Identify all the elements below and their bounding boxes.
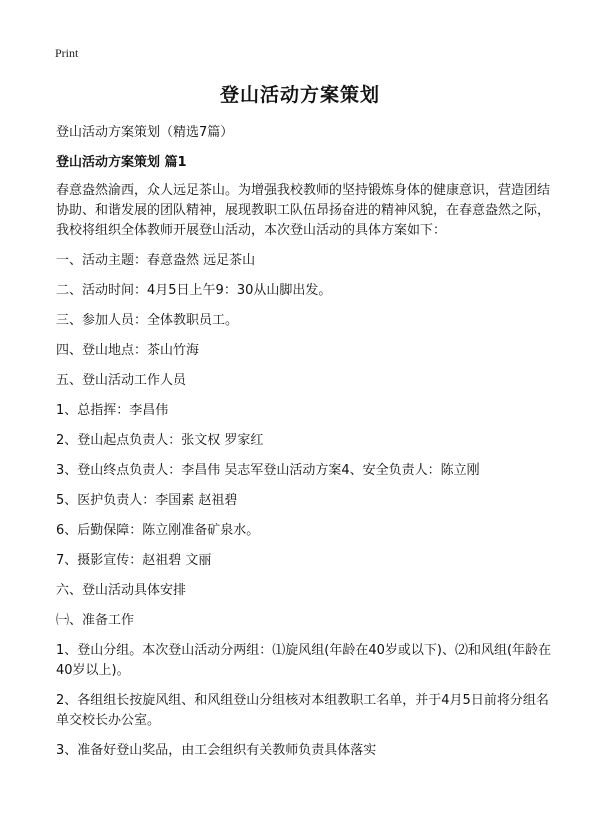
- staff-item: 5、医护负责人：李国素 赵祖碧: [56, 493, 238, 508]
- staff-item: 3、登山终点负责人：李昌伟 吴志军登山活动方案4、安全负责人：陈立刚: [56, 463, 480, 478]
- preparation-item: 3、准备好登山奖品，由工会组织有关教师负责具体落实: [56, 743, 377, 758]
- preparation-item: 1、登山分组。本次登山活动分两组：⑴旋风组(年龄在40岁或以下)、⑵和风组(年龄在40岁以上)。: [56, 643, 552, 678]
- activity-time: 二、活动时间：4月5日上午9：30从山脚出发。: [56, 283, 332, 298]
- participants: 三、参加人员：全体教职员工。: [56, 313, 239, 328]
- section-heading: 登山活动方案策划 篇1: [56, 155, 187, 170]
- preparation-heading: ㈠、准备工作: [56, 613, 135, 628]
- document-subtitle: 登山活动方案策划（精选7篇）: [56, 125, 234, 140]
- staff-item: 6、后勤保障：陈立刚准备矿泉水。: [56, 523, 260, 538]
- location: 四、登山地点：茶山竹海: [56, 343, 200, 358]
- staff-heading: 五、登山活动工作人员: [56, 373, 187, 388]
- intro-paragraph: 春意盎然渝西，众人远足茶山。为增强我校教师的坚持锻炼身体的健康意识，营造团结协助、和谐发展的团队精神，展现教职工队伍昂扬奋进的精神风貌，在春意盎然之际，我校将组织全体教师开展登山活动，本次登山活动的具体方案如下：: [56, 183, 551, 238]
- activity-theme: 一、活动主题：春意盎然 远足茶山: [56, 253, 256, 268]
- preparation-item: 2、各组组长按旋风组、和风组登山分组核对本组教职工名单，并于4月5日前将分组名单交校长办公室。: [56, 693, 549, 728]
- print-label: Print: [55, 46, 79, 60]
- staff-item: 2、登山起点负责人：张文权 罗家红: [56, 433, 264, 448]
- staff-item: 7、摄影宣传：赵祖碧 文丽: [56, 553, 212, 568]
- arrangement-heading: 六、登山活动具体安排: [56, 583, 187, 598]
- staff-item: 1、总指挥：李昌伟: [56, 403, 169, 418]
- document-body: [56, 181, 556, 771]
- document-title: 登山活动方案策划: [219, 84, 380, 106]
